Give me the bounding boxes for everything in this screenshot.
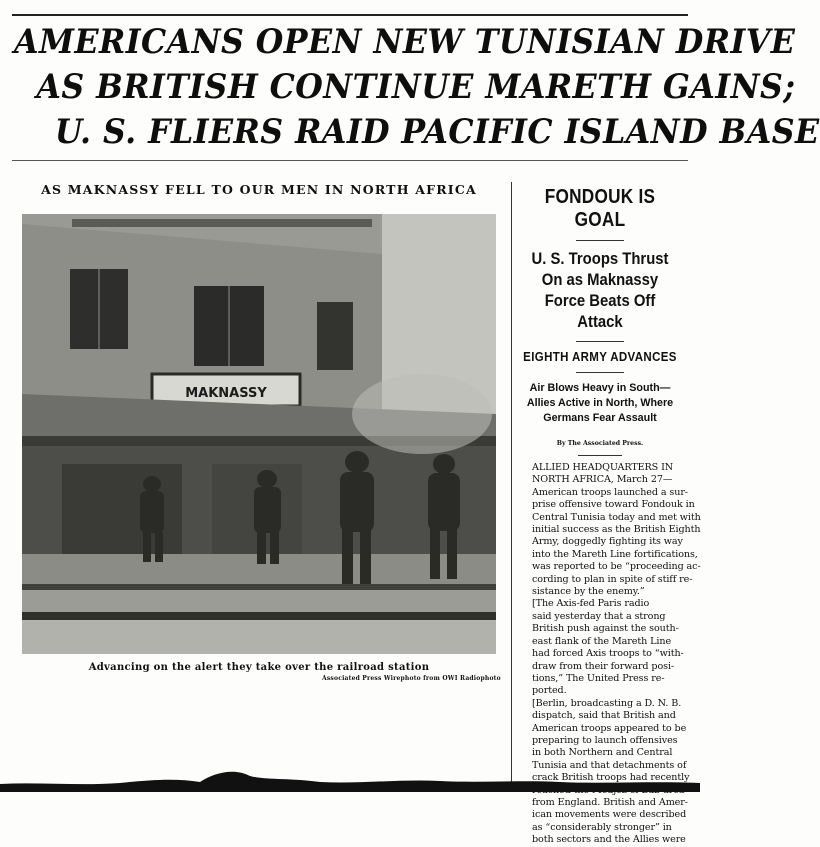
- text-line: Tunisia and that detachments of: [532, 759, 687, 771]
- text-line: was reported to be “proceeding ac-: [532, 561, 701, 573]
- text-line: from England. British and Amer-: [532, 796, 688, 808]
- text-line: dispatch, said that British and: [532, 710, 676, 722]
- article-head-4: Air Blows Heavy in South— Allies Active in North, Where Germans Fear Assault: [526, 382, 674, 424]
- text-line: preparing to launch offensives: [532, 734, 678, 746]
- top-rule: [12, 14, 688, 16]
- text-line: sistance by the enemy.”: [532, 586, 645, 598]
- text-line: American troops appeared to be: [532, 722, 687, 734]
- text-line: crack British troops had recently: [532, 772, 690, 784]
- article-column: [514, 176, 701, 847]
- head-divider: [576, 372, 624, 373]
- article-head-2: U. S. Troops Thrust On as Maknassy Force Beats Off Attack: [531, 250, 669, 331]
- torn-edge-shadow: [0, 766, 700, 792]
- text-line: ported.: [532, 685, 567, 697]
- headline-line-1: AMERICANS OPEN NEW TUNISIAN DRIVE: [14, 22, 796, 62]
- text-line: draw from their forward posi-: [532, 660, 675, 672]
- text-line: Army, doggedly fighting its way: [532, 536, 683, 548]
- text-line: initial success as the British Eighth: [532, 524, 701, 536]
- text-line: American troops launched a sur-: [532, 486, 688, 498]
- paragraph: [520, 598, 686, 697]
- article-head-1: FONDOUK IS GOAL: [544, 186, 656, 231]
- column-rule: [511, 182, 512, 782]
- photo-caption: Advancing on the alert they take over the railroad station: [88, 662, 430, 673]
- text-line: in both Northern and Central: [532, 747, 673, 759]
- paragraph: [520, 462, 701, 598]
- text-line: cording to plan in spite of stiff re-: [532, 573, 693, 585]
- photo-section: [22, 172, 501, 682]
- text-line: both sectors and the Allies were: [532, 834, 686, 846]
- text-line: [Berlin, broadcasting a D. N. B.: [532, 697, 682, 709]
- station-sign-text: MAKNASSY: [185, 386, 267, 401]
- text-line: ican movements were described: [532, 809, 687, 821]
- text-line: tions,” The United Press re-: [532, 672, 665, 684]
- head-divider: [576, 240, 624, 241]
- text-line: said yesterday that a strong: [532, 610, 666, 622]
- headline-rule: [12, 160, 688, 161]
- station-photo: [22, 214, 496, 654]
- head-divider: [576, 341, 624, 342]
- article-head-3: EIGHTH ARMY ADVANCES: [523, 350, 677, 364]
- text-line: NORTH AFRICA, March 27—: [532, 474, 673, 486]
- text-line: British push against the south-: [532, 623, 679, 635]
- text-line: ALLIED HEADQUARTERS IN: [532, 462, 674, 473]
- text-line: had forced Axis troops to “with-: [532, 648, 684, 660]
- byline-divider: [578, 455, 622, 456]
- headline-line-2: AS BRITISH CONTINUE MARETH GAINS;: [36, 67, 796, 107]
- photo-credit: Associated Press Wirephoto from OWI Radiophoto: [322, 675, 501, 682]
- text-line: as “considerably stronger” in: [532, 821, 672, 833]
- photo-heading: AS MAKNASSY FELL TO OUR MEN IN NORTH AFRICA: [41, 182, 477, 197]
- text-line: Central Tunisia today and met with: [532, 511, 701, 523]
- text-line: [The Axis-fed Paris radio: [532, 598, 650, 610]
- text-line: into the Mareth Line fortifications,: [532, 548, 698, 560]
- byline: By The Associated Press.: [556, 440, 644, 447]
- main-headline: [14, 20, 820, 155]
- headline-line-3: U. S. FLIERS RAID PACIFIC ISLAND BASE: [54, 112, 820, 152]
- text-line: prise offensive toward Fondouk in: [532, 499, 695, 511]
- text-line: east flank of the Mareth Line: [532, 635, 672, 647]
- station-photo-illustration: [22, 214, 496, 654]
